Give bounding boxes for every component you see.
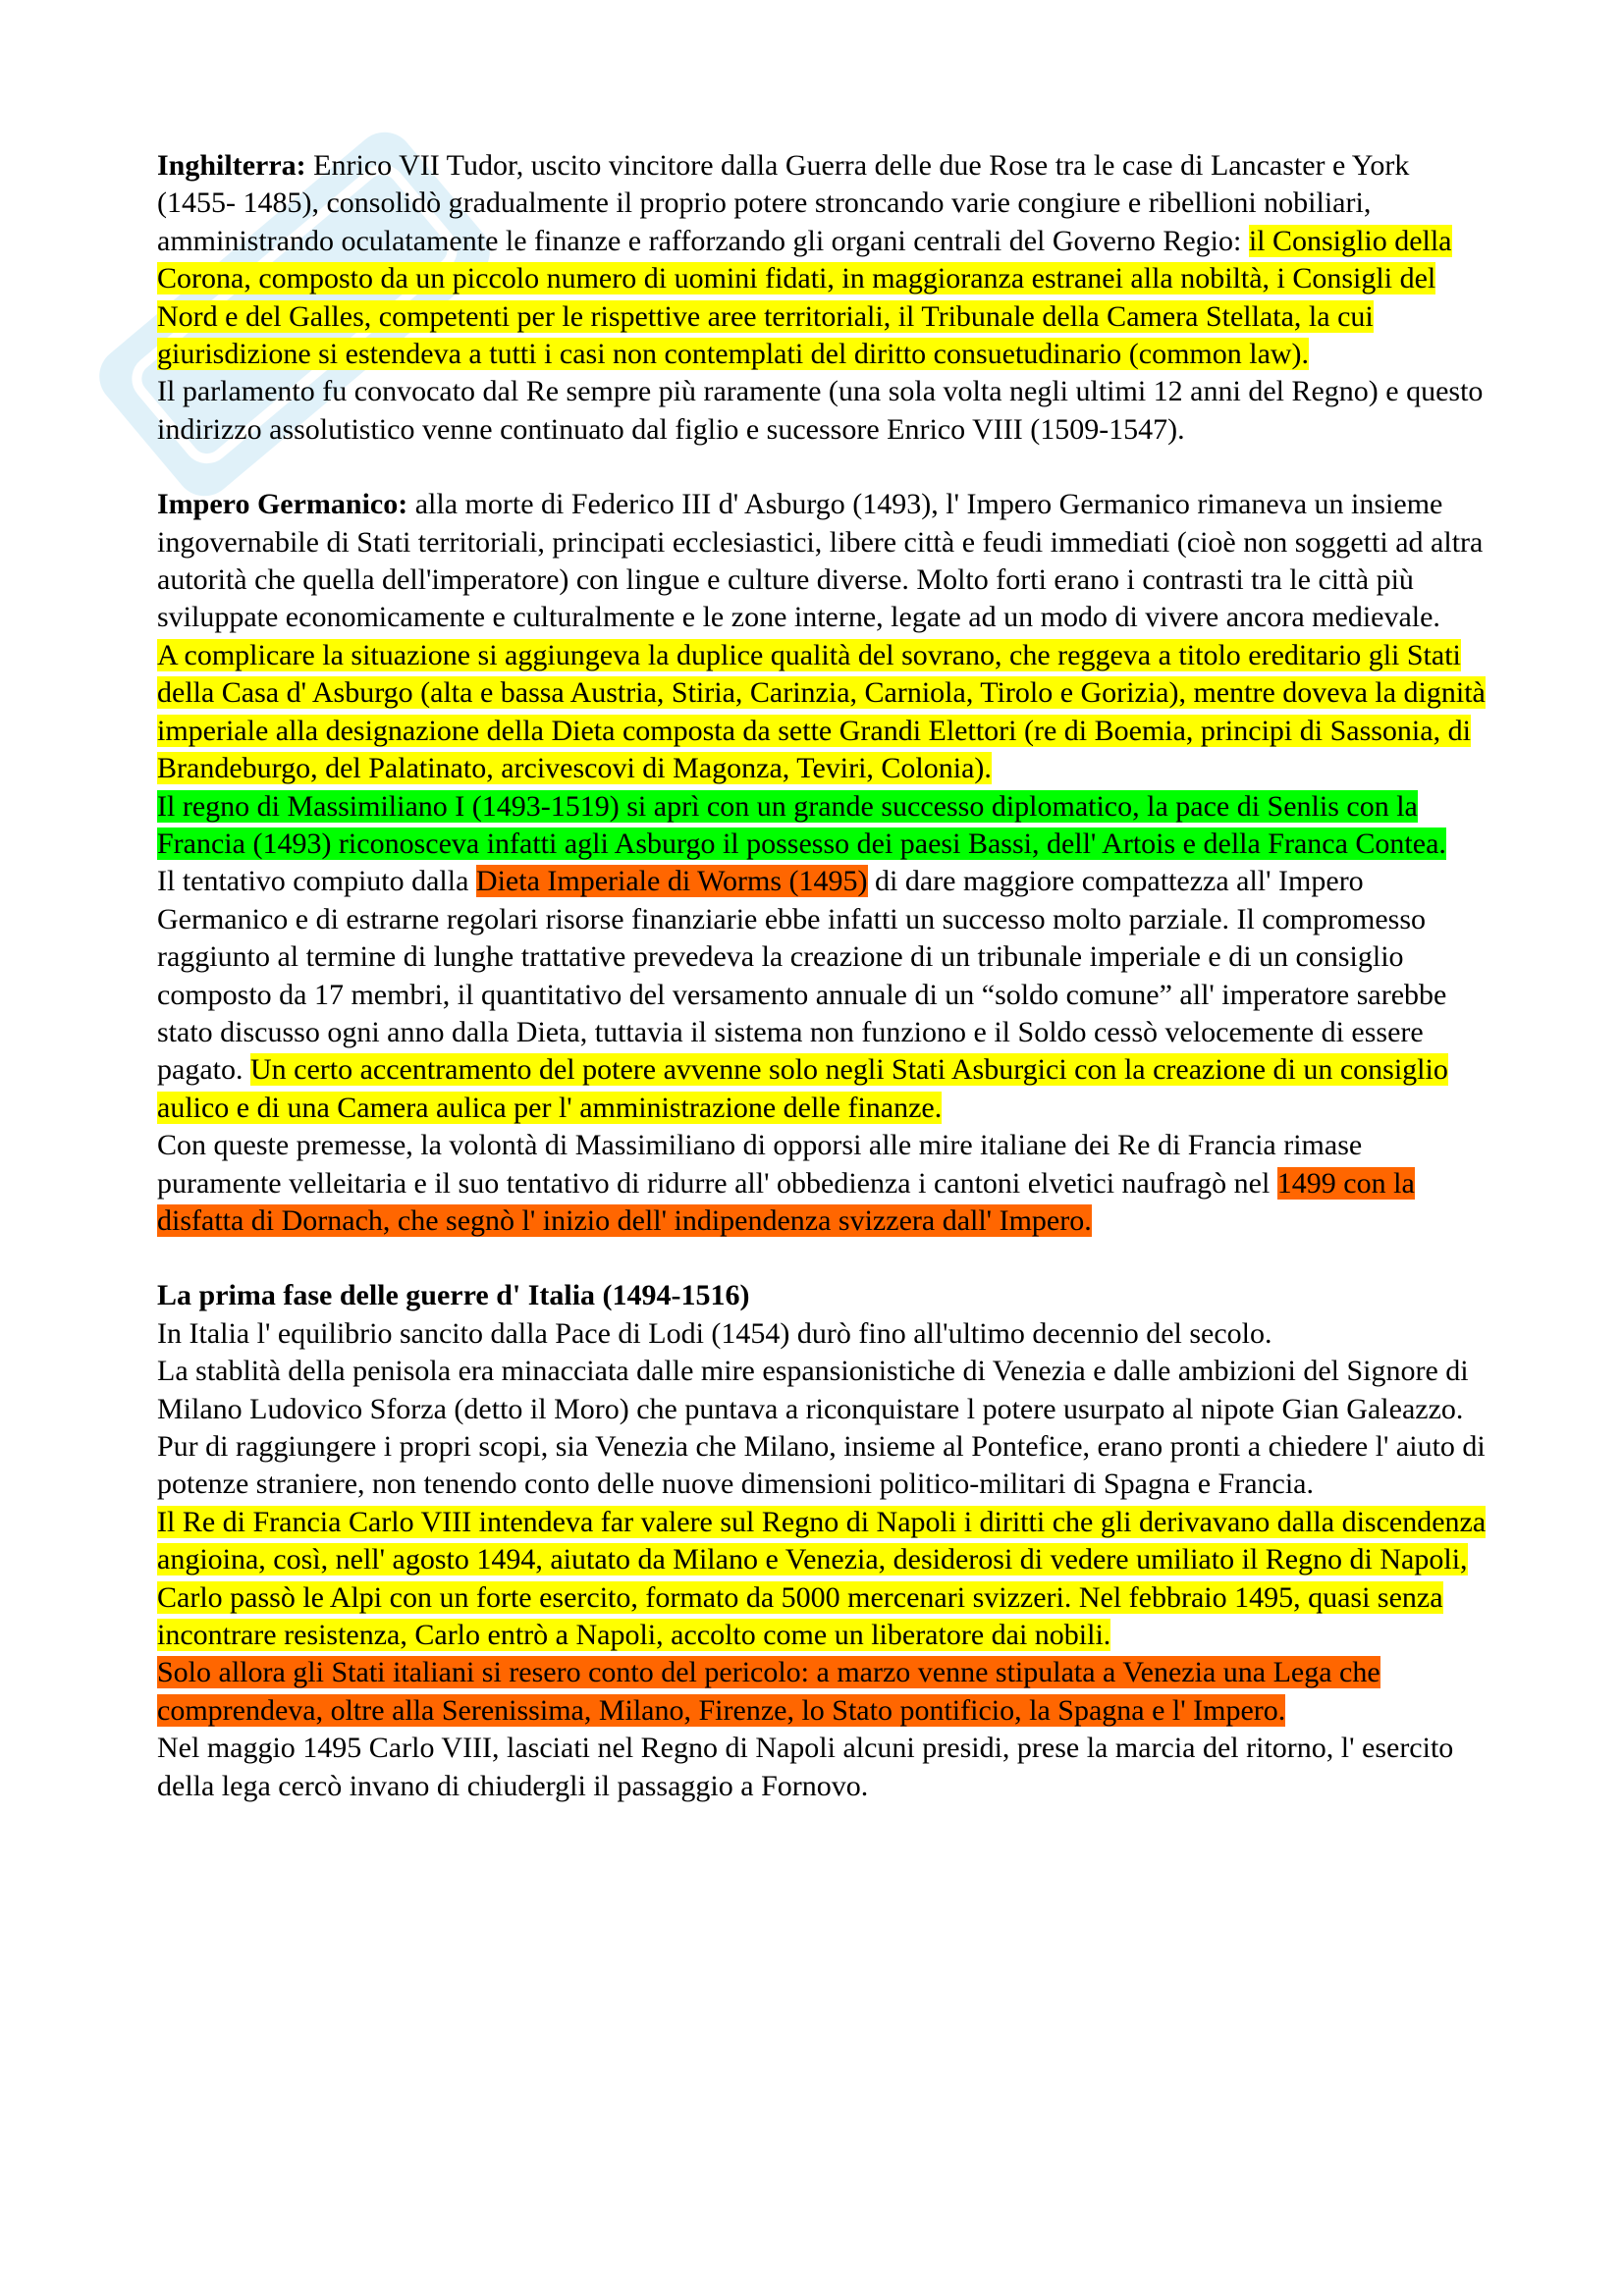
guerre-carlo-paragraph — [157, 1504, 1492, 1655]
section-gap — [157, 449, 1492, 486]
impero-premesse-paragraph — [157, 1127, 1492, 1240]
inghilterra-highlight: il Consiglio della Corona, composto da un piccolo numero di uomini fidati, in maggioranza estranei alla nobiltà, i Consigli del Nord e del Galles, competenti per le rispettive aree territoriali, il Tribunale della Camera Stellata, la cui giurisdizione si estendeva a tutti i casi non contemplati del diritto consuetudinario (common law). — [157, 224, 1452, 371]
impero-paragraph — [157, 486, 1492, 637]
impero-premesse-text: Con queste premesse, la volontà di Massimiliano di opporsi alle mire italiane dei Re di Francia rimase puramente velleitaria e il suo tentativo di ridurre all' obbedienza i cantoni elvetici naufragò nel — [157, 1129, 1363, 1200]
guerre-lega-paragraph — [157, 1654, 1492, 1730]
guerre-lega-highlight: Solo allora gli Stati italiani si resero conto del pericolo: a marzo venne stipulata a Venezia una Lega che comprendeva, oltre alla Serenissima, Milano, Firenze, lo Stato pontificio, la Spagna e l' Impero. — [157, 1656, 1380, 1727]
impero-text: alla morte di Federico III d' Asburgo (1493), l' Impero Germanico rimaneva un insieme ingovernabile di Stati territoriali, principati ecclesiastici, libere città e feudi immediati (cioè non soggetti ad altra autorità che quella dell'imperatore) con lingue e culture diverse. Molto forti erano i contrasti tra le città più sviluppate economicamente e culturalmente e le zone interne, legate ad un modo di vivere ancora medievale. — [157, 488, 1484, 634]
inghilterra-text: Enrico VII Tudor, uscito vincitore dalla Guerra delle due Rose tra le case di Lancaster e York (1455- 1485), consolidò gradualmente il proprio potere stroncando varie congiure e ribellioni nobiliari, amministrando oculatamente le finanze e rafforzando gli organi centrali del Governo Regio: — [157, 149, 1410, 257]
guerre-carlo-highlight: Il Re di Francia Carlo VIII intendeva far valere sul Regno di Napoli i diritti che gli derivavano dalla discendenza angioina, così, nell' agosto 1494, aiutato da Milano e Venezia, desiderosi di vedere umiliato il Regno di Napoli, Carlo passò le Alpi con un forte esercito, formato da 5000 mercenari svizzeri. Nel febbraio 1495, quasi senza incontrare resistenza, Carlo entrò a Napoli, accolto come un liberatore dai nobili. — [157, 1505, 1487, 1652]
impero-worms-highlight: Dieta Imperiale di Worms (1495) — [475, 865, 868, 898]
inghilterra-title: Inghilterra: — [157, 149, 306, 182]
guerre-title: La prima fase delle guerre d' Italia (1494-1516) — [157, 1279, 750, 1312]
impero-sovrano-paragraph — [157, 637, 1492, 788]
impero-massimiliano-paragraph — [157, 788, 1492, 864]
impero-worms-text-a: Il tentativo compiuto dalla — [157, 865, 476, 898]
impero-accentramento-highlight: Un certo accentramento del potere avvenne solo negli Stati Asburgici con la creazione di un consiglio aulico e di una Camera aulica per l' amministrazione delle finanze. — [157, 1053, 1448, 1124]
guerre-stabilita-paragraph: La stablità della penisola era minacciata dalle mire espansionistiche di Venezia e dalle ambizioni del Signore di Milano Ludovico Sforza (detto il Moro) che puntava a riconquistare l potere usurpato al nipote Gian Galeazzo. Pur di raggiungere i propri scopi, sia Venezia che Milano, insieme al Pontefice, erano pronti a chiedere l' aiuto di potenze straniere, non tenendo conto delle nuove dimensioni politico-militari di Spagna e Francia. — [157, 1355, 1486, 1501]
impero-title: Impero Germanico: — [157, 488, 408, 521]
impero-worms-paragraph — [157, 863, 1492, 1127]
guerre-fornovo-paragraph: Nel maggio 1495 Carlo VIII, lasciati nel Regno di Napoli alcuni presidi, prese la marcia del ritorno, l' esercito della lega cercò invano di chiudergli il passaggio a Fornovo. — [157, 1732, 1454, 1802]
inghilterra-parlamento-paragraph: Il parlamento fu convocato dal Re sempre più raramente (una sola volta negli ultimi 12 anni del Regno) e questo indirizzo assolutistico venne continuato dal figlio e sucessore Enrico VIII (1509-1547). — [157, 375, 1484, 446]
impero-worms-text-b: di dare maggiore compattezza all' Impero Germanico e di estrarne regolari risorse finanziarie ebbe infatti un successo molto parziale. Il compromesso raggiunto al termine di lunghe trattative prevedeva la creazione di un tribunale imperiale e di un consiglio composto da 17 membri, il quantitativo del versamento annuale di un “soldo comune” all' imperatore sarebbe stato discusso ogni anno dalla Dieta, tuttavia il sistema non funziono e il Soldo cessò velocemente di essere pagato. — [157, 865, 1447, 1087]
inghilterra-paragraph — [157, 147, 1492, 373]
document-page — [157, 147, 1492, 1805]
impero-dornach-highlight: 1499 con la disfatta di Dornach, che segnò l' inizio dell' indipendenza svizzera dall' Impero. — [157, 1166, 1415, 1237]
impero-sovrano-highlight: A complicare la situazione si aggiungeva la duplice qualità del sovrano, che reggeva a titolo ereditario gli Stati della Casa d' Asburgo (alta e bassa Austria, Stiria, Carinzia, Carniola, Tirolo e Gorizia), mentre doveva la dignità imperiale alla designazione della Dieta composta da sette Grandi Elettori (re di Boemia, principi di Sassonia, di Brandeburgo, del Palatinato, arcivescovi di Magonza, Teviri, Colonia). — [157, 638, 1486, 785]
guerre-lodi-paragraph: In Italia l' equilibrio sancito dalla Pace di Lodi (1454) durò fino all'ultimo decennio del secolo. — [157, 1316, 1272, 1350]
impero-massimiliano-highlight: Il regno di Massimiliano I (1493-1519) si aprì con un grande successo diplomatico, la pace di Senlis con la Francia (1493) riconosceva infatti agli Asburgo il possesso dei paesi Bassi, dell' Artois e della Franca Contea. — [157, 789, 1446, 860]
section-gap — [157, 1240, 1492, 1277]
